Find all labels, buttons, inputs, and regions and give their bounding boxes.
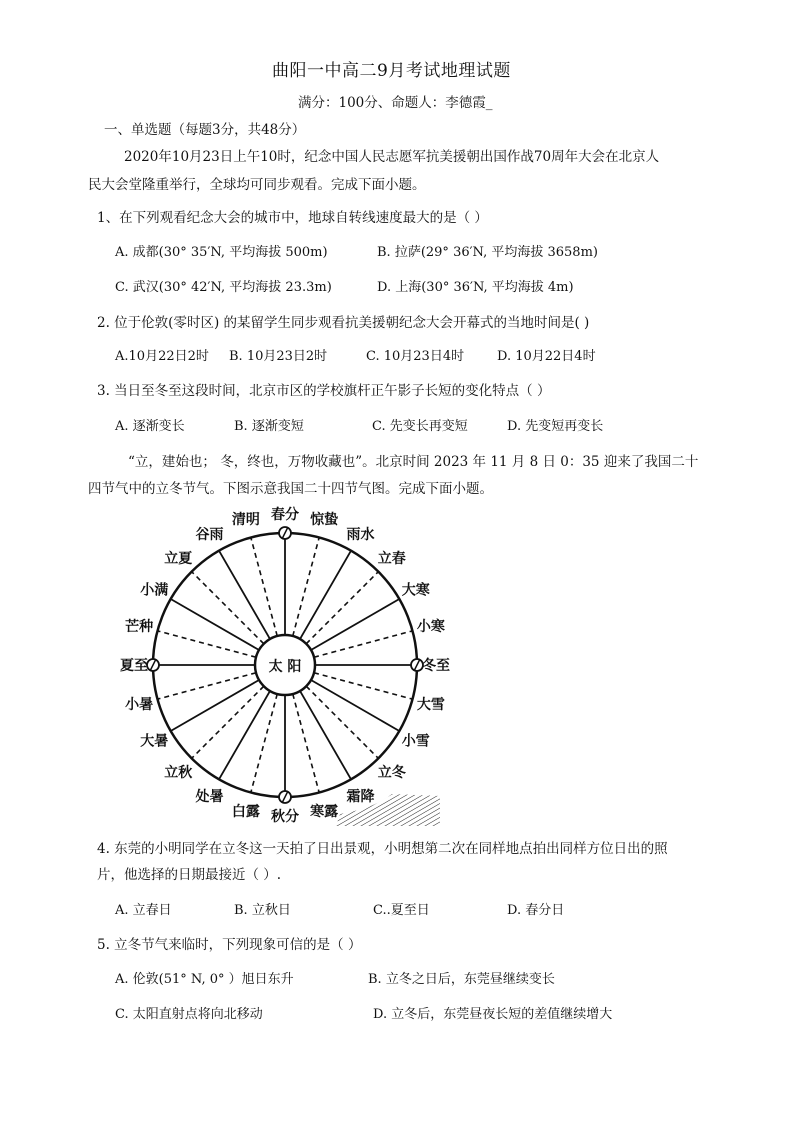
solar-term-label: 小雪 [401, 733, 430, 750]
orbit-ray [311, 680, 399, 731]
orbit-ray [300, 691, 351, 779]
passage2-line2: 四节气中的立冬节气。下图示意我国二十四节气图。完成下面小题。 [88, 481, 493, 497]
solar-term-label: 立秋 [164, 764, 193, 781]
page-subtitle: 满分：100分、命题人：李德霞_ [298, 95, 493, 111]
q4-stem-line1: 4. 东莞的小明同学在立冬这一天拍了日出景观，小明想第二次在同样地点拍出同样方位日出的照 [97, 841, 668, 857]
passage1-line2: 民大会堂隆重举行，全球均可同步观看。完成下面小题。 [88, 177, 426, 193]
section-heading: 一、单选题（每题3分，共48分） [104, 122, 306, 138]
q4-option-d: D. 春分日 [507, 903, 565, 918]
q1-stem: 1、在下列观看纪念大会的城市中，地球自转线速度最大的是（ ） [97, 210, 488, 226]
q4-option-a: A. 立春日 [115, 903, 172, 918]
orbit-ray [314, 631, 413, 657]
solar-term-label: 冬至 [422, 658, 450, 674]
solar-term-label: 夏至 [120, 658, 148, 674]
q2-option-a: A.10月22日2时 [115, 349, 209, 364]
solar-term-label: 处暑 [195, 788, 224, 805]
orbit-ray [219, 691, 270, 779]
q2-option-d: D. 10月22日4时 [497, 349, 596, 364]
solar-term-label: 小寒 [416, 618, 445, 635]
q4-option-b: B. 立秋日 [234, 903, 291, 918]
solar-term-label: 立春 [377, 551, 406, 568]
solar-term-label: 寒露 [310, 803, 339, 820]
solar-term-label: 立夏 [164, 551, 193, 568]
solar-term-label: 谷雨 [195, 527, 224, 544]
orbit-ray [251, 537, 277, 636]
solar-term-label: 雨水 [346, 527, 375, 544]
orbit-ray [157, 673, 256, 699]
solar-term-label: 春分 [271, 507, 299, 523]
q1-option-c: C. 武汉(30° 42′N, 平均海拔 23.3m) [115, 280, 332, 295]
q3-option-d: D. 先变短再变长 [507, 419, 604, 434]
q3-stem: 3. 当日至冬至这段时间，北京市区的学校旗杆正午影子长短的变化特点（ ） [97, 383, 551, 399]
solar-term-label: 秋分 [271, 809, 299, 825]
orbit-ray [171, 680, 259, 731]
solar-term-label: 立冬 [377, 764, 406, 781]
orbit-ray [219, 551, 270, 639]
solar-term-label: 清明 [231, 512, 260, 529]
q5-stem: 5. 立冬节气来临时，下列现象可信的是（ ） [97, 937, 362, 953]
solar-term-label: 惊蛰 [310, 512, 339, 529]
orbit-ray [171, 599, 259, 650]
orbit-ray [293, 694, 319, 793]
solar-term-label: 霜降 [346, 788, 375, 805]
q4-stem-line2: 片，他选择的日期最接近（ ）. [97, 867, 282, 883]
q1-option-a: A. 成都(30° 35′N, 平均海拔 500m) [115, 245, 328, 260]
orbit-ray [311, 599, 399, 650]
orbit-ray [251, 694, 277, 793]
q3-option-a: A. 逐渐变长 [115, 419, 185, 434]
solar-term-label: 大寒 [401, 582, 430, 599]
q2-option-b: B. 10月23日2时 [229, 349, 328, 364]
orbit-ray [293, 537, 319, 636]
earth-marker [279, 527, 291, 539]
solar-terms-diagram [100, 496, 470, 836]
q1-option-b: B. 拉萨(29° 36′N, 平均海拔 3658m) [377, 245, 598, 260]
q2-stem: 2. 位于伦敦(零时区) 的某留学生同步观看抗美援朝纪念大会开幕式的当地时间是( ) [97, 315, 590, 331]
solar-term-label: 小满 [140, 582, 169, 599]
q5-option-c: C. 太阳直射点将向北移动 [115, 1007, 263, 1022]
solar-term-label: 芒种 [125, 618, 154, 635]
solar-term-label: 大暑 [140, 733, 169, 750]
solar-term-label: 大雪 [416, 697, 445, 714]
orbit-ray [314, 673, 413, 699]
q1-option-d: D. 上海(30° 36′N, 平均海拔 4m) [377, 280, 574, 295]
q4-option-c: C..夏至日 [373, 903, 430, 918]
solar-term-label: 白露 [231, 803, 260, 820]
earth-marker [147, 659, 159, 671]
orbit-ray [300, 551, 351, 639]
sun-label: 太 阳 [268, 659, 302, 675]
q5-option-d: D. 立冬后，东莞昼夜长短的差值继续增大 [373, 1007, 613, 1022]
orbit-ray [157, 631, 256, 657]
passage2-line1: “立，建始也； 冬，终也，万物收藏也”。北京时间 2023 年 11 月 8 日 0：35 迎来了我国二十 [128, 454, 699, 470]
q2-option-c: C. 10月23日4时 [366, 349, 465, 364]
solar-term-label: 小暑 [125, 697, 154, 714]
q5-option-a: A. 伦敦(51° N, 0° ）旭日东升 [115, 972, 294, 987]
earth-marker [279, 791, 291, 803]
q5-option-b: B. 立冬之日后，东莞昼继续变长 [368, 972, 555, 987]
q3-option-b: B. 逐渐变短 [234, 419, 304, 434]
page-title: 曲阳一中高二9月考试地理试题 [272, 61, 511, 81]
q3-option-c: C. 先变长再变短 [372, 419, 468, 434]
passage1-line1: 2020年10月23日上午10时，纪念中国人民志愿军抗美援朝出国作战70周年大会在北京人 [124, 149, 660, 165]
